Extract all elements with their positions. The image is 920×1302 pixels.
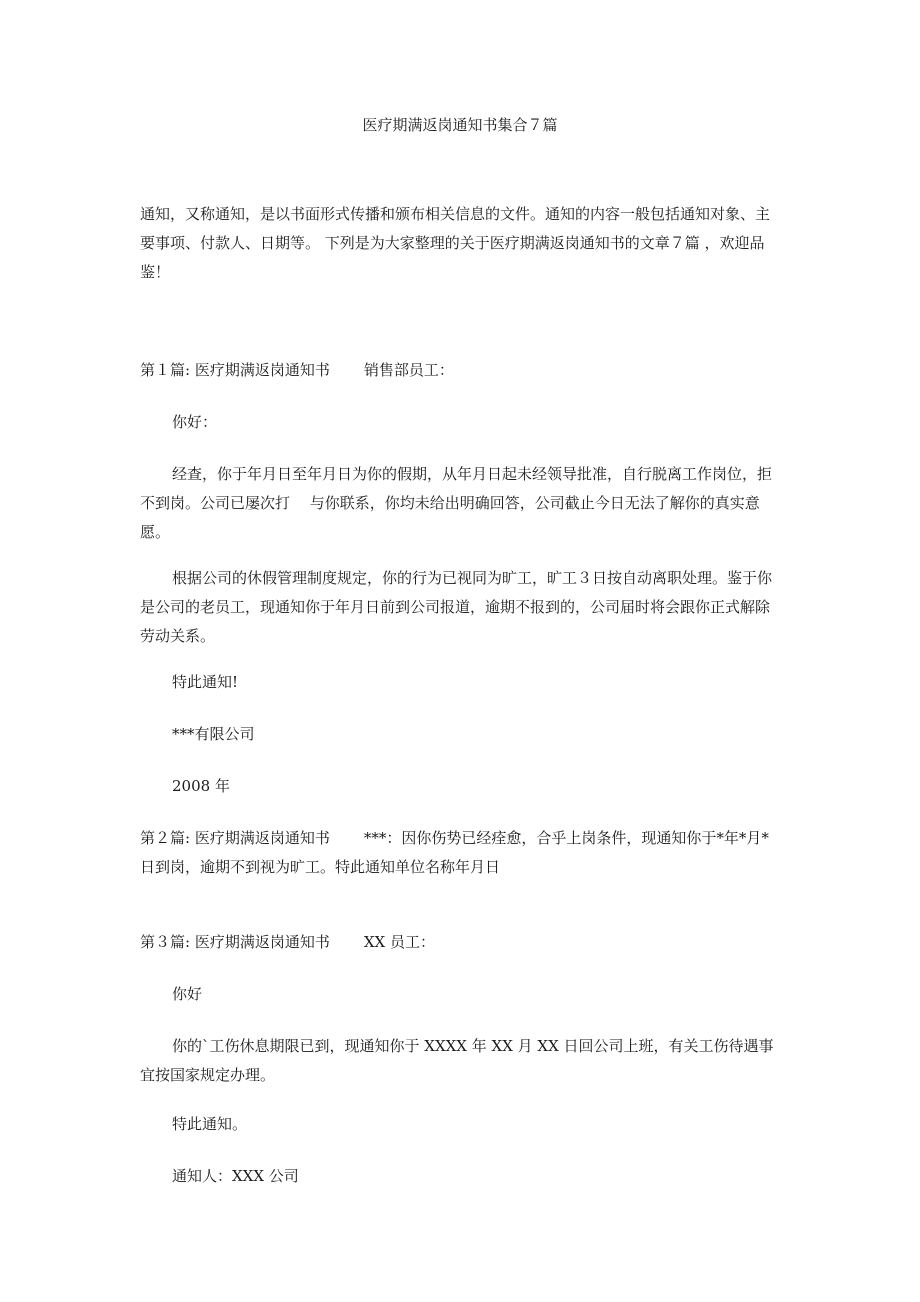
article1-greeting: 你好： xyxy=(172,413,218,431)
article2-body: ***：因你伤势已经痊愈，合乎上岗条件，现通知你于*年*月*日到岗，逾期不到视为旷工。特此通知单位名称年月日 xyxy=(140,829,769,876)
article1-paragraph-1: 经查，你于年月日至年月日为你的假期，从年月日起未经领导批准，自行脱离工作岗位，拒不到岗。公司已屡次打 与你联系，你均未给出明确回答，公司截止今日无法了解你的真实意愿。 xyxy=(140,465,773,541)
article1-closing: 特此通知! xyxy=(172,673,239,691)
article2-heading: 第２篇: 医疗期满返岗通知书 xyxy=(140,829,330,847)
article3-paragraph-1: 你的`工伤休息期限已到，现通知你于 XXXX 年 XX 月 XX 日回公司上班，有关工伤待遇事宜按国家规定办理。 xyxy=(140,1037,774,1084)
article3-heading-line xyxy=(140,928,782,957)
article1-date: 2008 年 xyxy=(172,777,230,795)
article2-block xyxy=(140,824,782,882)
article3-heading: 第３篇: 医疗期满返岗通知书 xyxy=(140,933,330,951)
article3-greeting: 你好 xyxy=(172,985,203,1003)
article3-closing: 特此通知。 xyxy=(172,1115,248,1133)
intro-paragraph: 通知，又称通知，是以书面形式传播和颁布相关信息的文件。通知的内容一般包括通知对象、主要事项、付款人、日期等。 下列是为大家整理的关于医疗期满返岗通知书的文章７篇 ，欢迎品鉴！ xyxy=(140,205,771,281)
article3-notifier: 通知人：XXX 公司 xyxy=(172,1167,299,1185)
article1-heading: 第１篇: 医疗期满返岗通知书 xyxy=(140,361,330,379)
article1-paragraph-2: 根据公司的休假管理制度规定，你的行为已视同为旷工，旷工３日按自动离职处理。鉴于你是公司的老员工，现通知你于年月日前到公司报道，逾期不报到的，公司届时将会跟你正式解除劳动关系。 xyxy=(140,569,773,645)
article1-company: ***有限公司 xyxy=(172,725,255,743)
article3-recipient: XX 员工： xyxy=(363,933,435,951)
article1-heading-line xyxy=(140,356,782,385)
article1-recipient: 销售部员工： xyxy=(363,361,454,379)
document-title: 医疗期满返岗通知书集合７篇 xyxy=(362,116,558,134)
